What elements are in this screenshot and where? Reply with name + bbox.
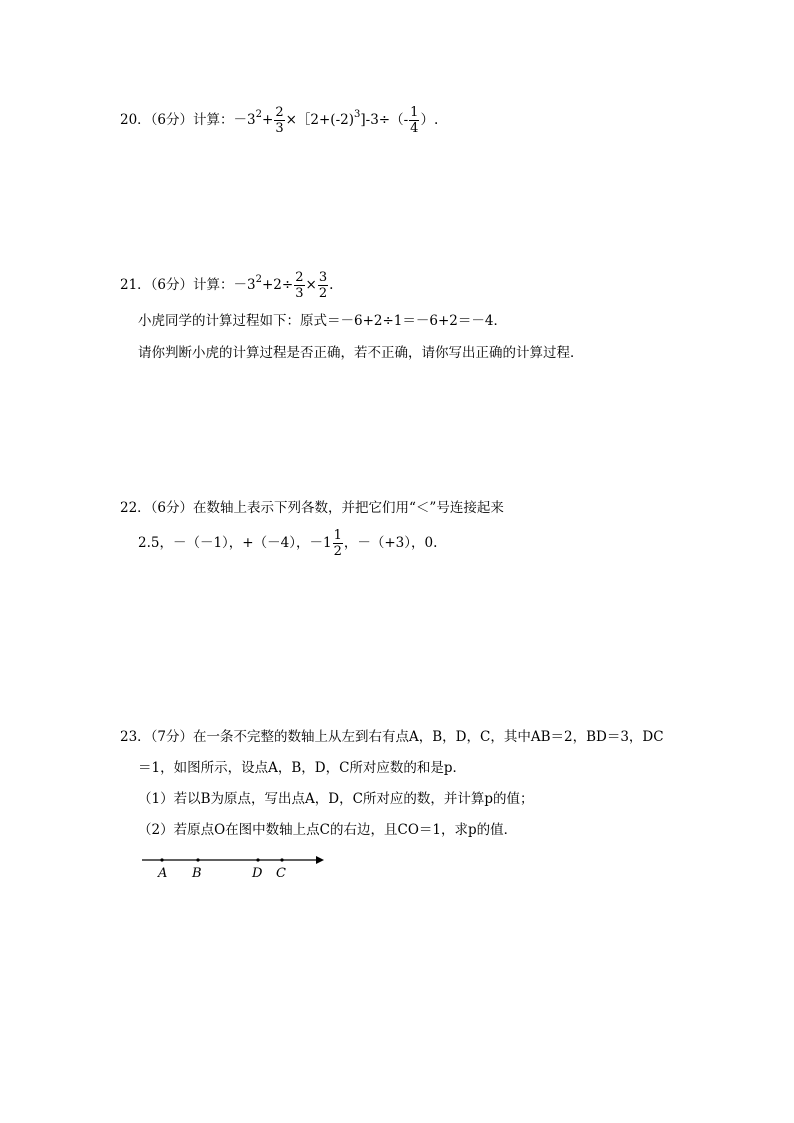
point-a-dot — [160, 858, 163, 861]
question-23: 23．（7分）在一条不完整的数轴上从左到右有点A，B，D，C，其中AB＝2，BD＝3，DC — [120, 729, 664, 745]
point-c-label: C — [276, 866, 286, 881]
q20-exponent-1: 2 — [255, 109, 262, 120]
question-20-label: 20．（6分）计算： — [120, 112, 234, 128]
q20-fraction-1 — [274, 105, 284, 136]
q20-term-5: ）. — [420, 112, 439, 128]
q21-term-1: －3 — [233, 277, 256, 293]
question-22: 22．（6分）在数轴上表示下列各数，并把它们用“＜”号连接起来 — [120, 500, 504, 516]
q20-fraction-1-numerator: 2 — [275, 105, 284, 120]
q20-fraction-2-denominator: 4 — [410, 121, 419, 136]
q21-term-2: +2÷ — [262, 277, 294, 293]
q22-numbers-part-2: ，－（+3），0. — [343, 535, 438, 551]
point-b-label: B — [192, 866, 202, 881]
q21-fraction-1-numerator: 2 — [295, 270, 304, 285]
point-d-label: D — [252, 866, 263, 881]
q21-fraction-1 — [294, 270, 304, 301]
q20-term-4: ]-3÷（- — [360, 112, 409, 128]
q21-fraction-2 — [318, 270, 328, 301]
q20-term-1: －3 — [233, 112, 256, 128]
q20-term-3: ×［2+(-2) — [285, 112, 354, 128]
q22-fraction-denominator: 2 — [333, 544, 342, 559]
q22-fraction-numerator: 1 — [333, 528, 342, 543]
point-b-dot — [196, 858, 199, 861]
point-c-dot — [280, 858, 283, 861]
point-d-dot — [256, 858, 259, 861]
q22-numbers — [138, 528, 437, 559]
number-line-arrowhead — [316, 856, 324, 864]
q23-line-2: ＝1，如图所示，设点A，B，D，C所对应数的和是p． — [138, 760, 467, 776]
q21-term-4: . — [329, 277, 334, 293]
q21-fraction-1-denominator: 3 — [295, 286, 304, 301]
q23-part-1: （1）若以B为原点，写出点A，D，C所对应的数，并计算p的值； — [138, 791, 534, 807]
question-21-label: 21．（6分）计算： — [120, 277, 234, 293]
point-a-label: A — [158, 866, 168, 881]
q20-fraction-1-denominator: 3 — [275, 121, 284, 136]
q21-fraction-2-numerator: 3 — [318, 270, 328, 285]
q22-fraction — [333, 528, 343, 559]
q20-fraction-2 — [409, 105, 419, 136]
q20-fraction-2-numerator: 1 — [410, 105, 419, 120]
question-21 — [120, 270, 333, 301]
q21-instruction-text: 请你判断小虎的计算过程是否正确，若不正确，请你写出正确的计算过程． — [138, 345, 584, 361]
q20-term-2: + — [262, 112, 274, 128]
q22-numbers-part-1: 2.5，－（－1），+（－4），－1 — [138, 535, 332, 551]
q20-exponent-2: 3 — [354, 109, 361, 120]
q21-term-3: × — [305, 277, 317, 293]
q21-solution-text: 小虎同学的计算过程如下：原式＝－6+2÷1＝－6+2＝－4． — [138, 313, 507, 329]
number-line-figure — [140, 852, 330, 882]
q23-part-2: （2）若原点O在图中数轴上点C的右边，且CO＝1，求p的值． — [138, 822, 518, 838]
q21-exponent-1: 2 — [255, 274, 262, 285]
q21-fraction-2-denominator: 2 — [318, 286, 328, 301]
question-20 — [120, 105, 438, 136]
